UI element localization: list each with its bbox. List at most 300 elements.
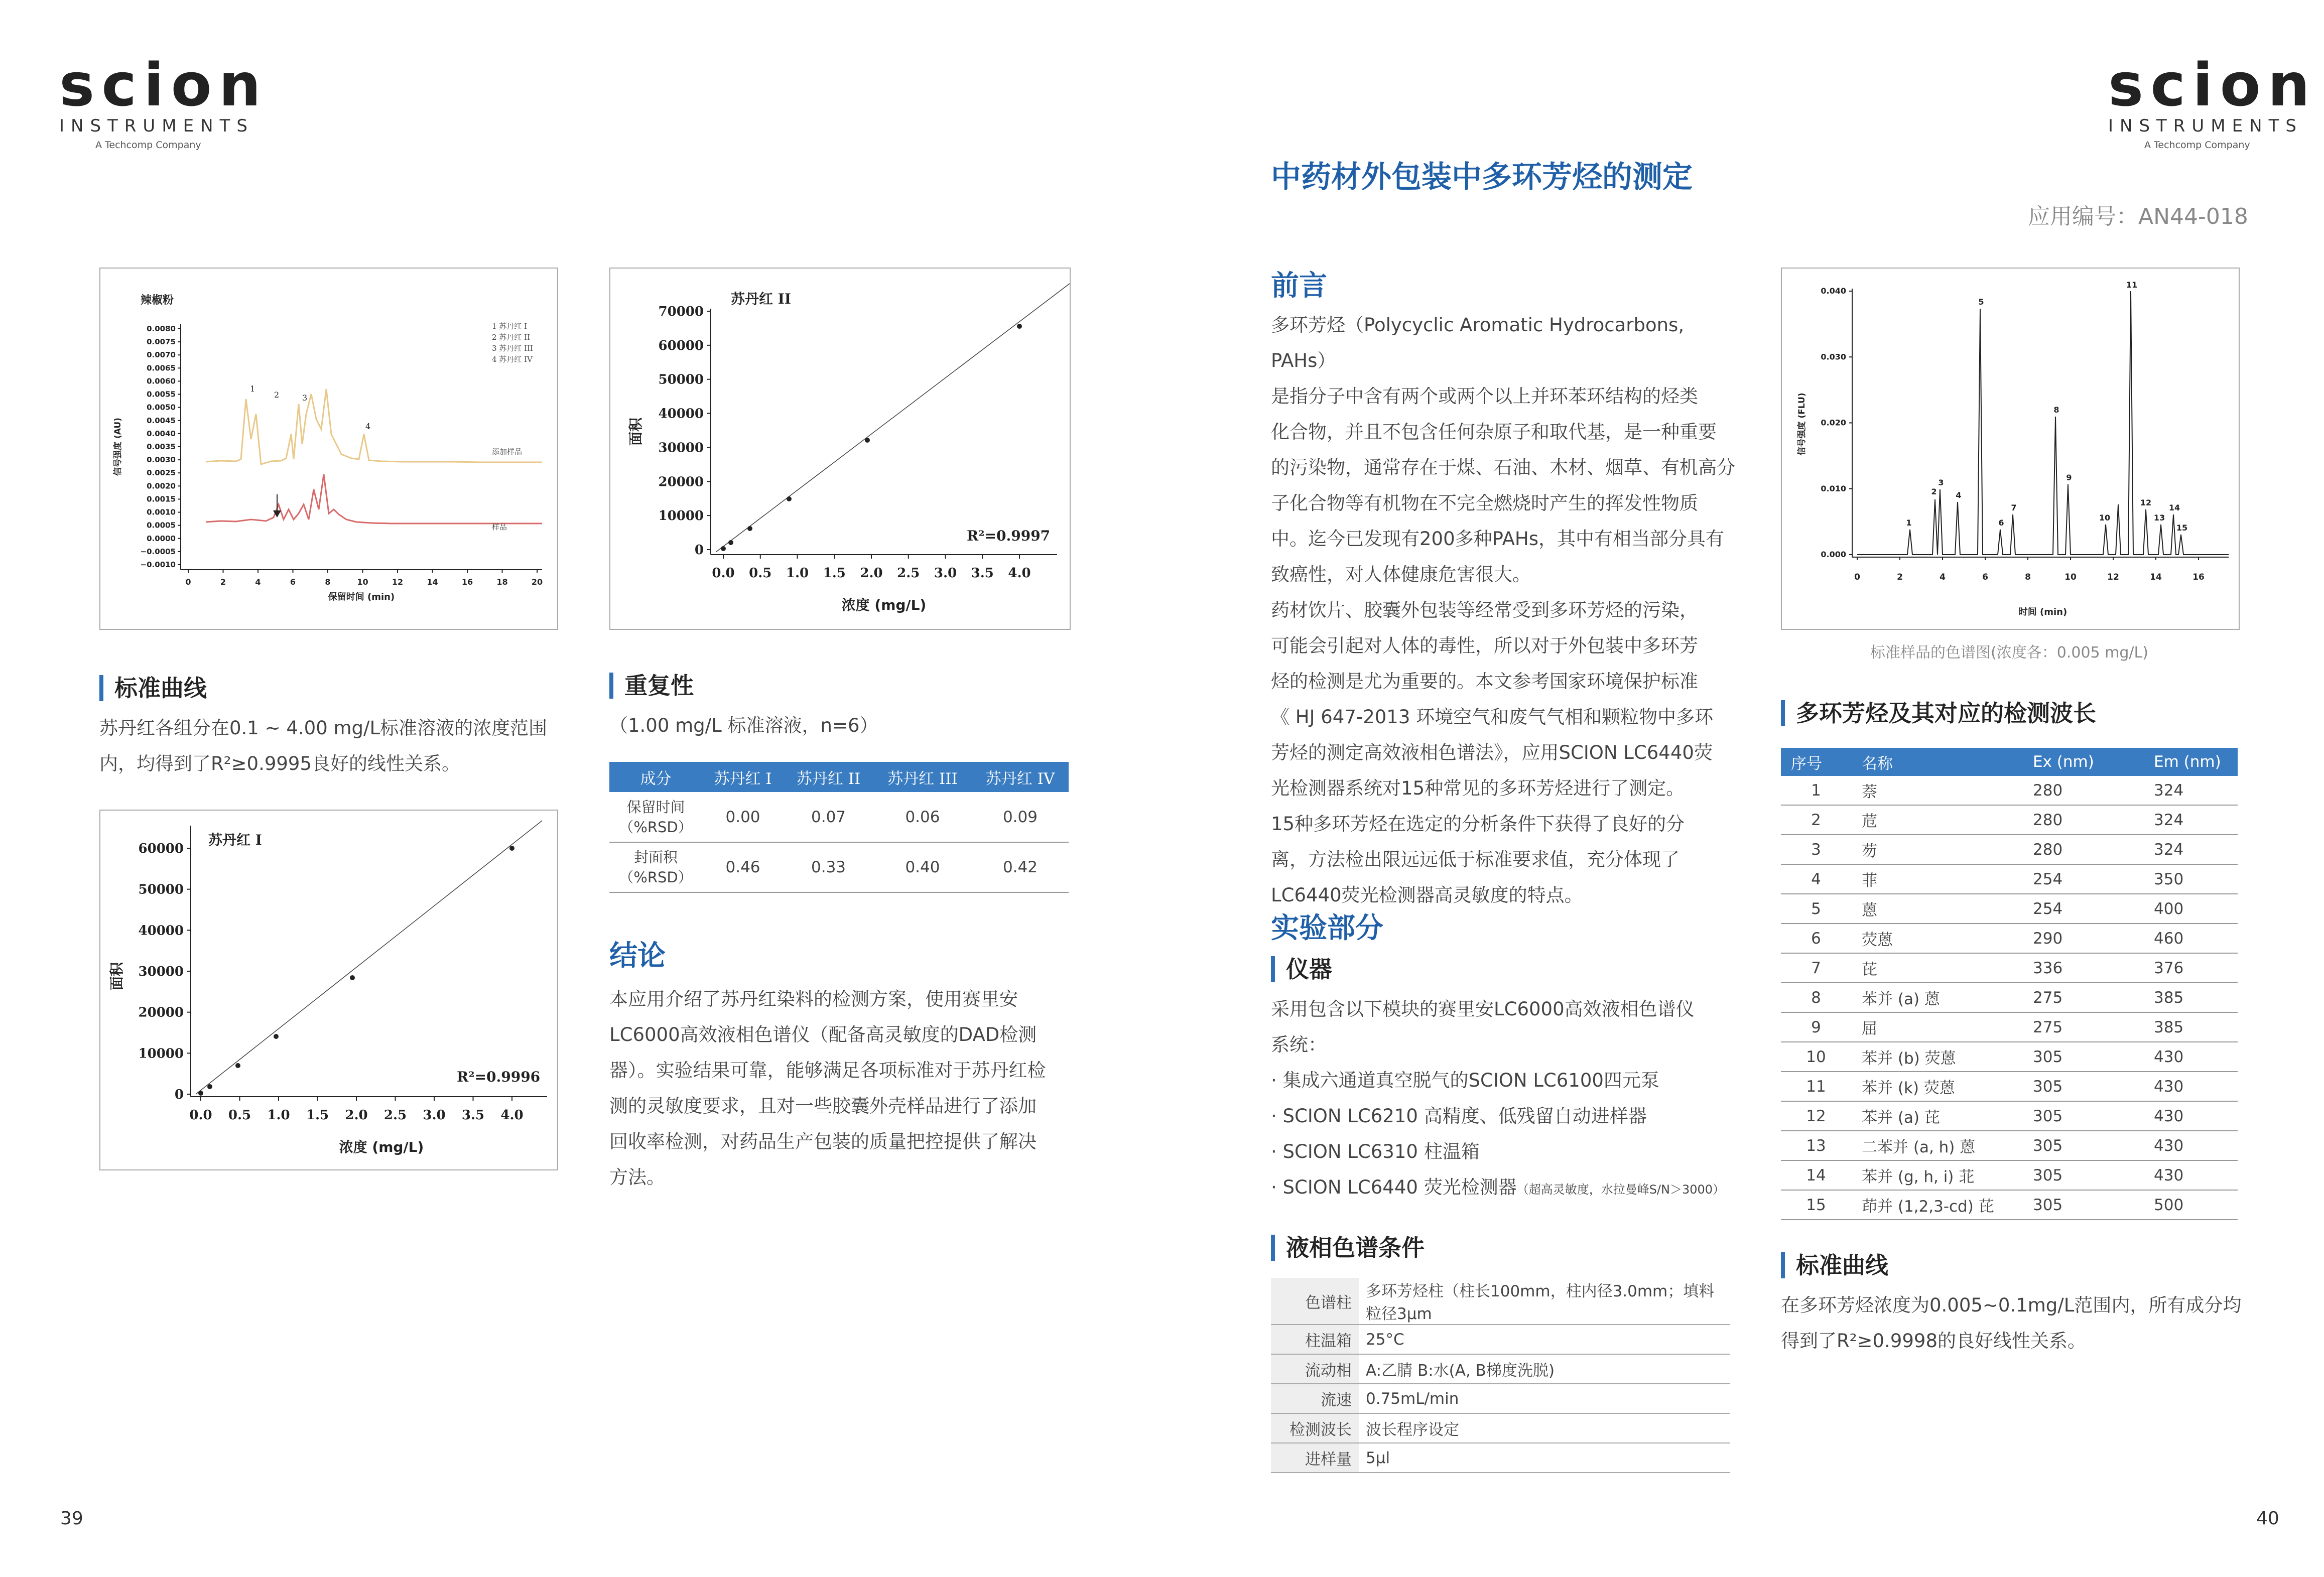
table-cell: 苯并 (k) 荧蒽 <box>1852 1072 2023 1101</box>
logo-instruments: INSTRUMENTS <box>59 116 254 136</box>
tick-label: −0.0010 <box>140 560 176 569</box>
peak-label: 6 <box>1998 518 2004 528</box>
table-cell: 屈 <box>1852 1012 2023 1042</box>
tick-label: 6 <box>1982 572 1988 582</box>
text-line: 致癌性，对人体健康危害很大。 <box>1271 564 1531 585</box>
trace-label-spiked: 添加样品 <box>492 447 523 456</box>
tick-label: 30000 <box>138 964 184 979</box>
tick-label: 0.0030 <box>147 455 176 465</box>
tick-label: 2.0 <box>860 566 883 581</box>
logo-word: scion <box>2108 50 2317 119</box>
logo-tagline: A Techcomp Company <box>95 140 201 151</box>
logo-tagline: A Techcomp Company <box>2144 140 2250 151</box>
table-cell: 305 <box>2023 1101 2144 1131</box>
cell: 0.07 <box>784 792 873 842</box>
table-cell: 430 <box>2144 1131 2238 1160</box>
tick-label: 4.0 <box>1008 566 1031 581</box>
text-line: 中。迄今已发现有200多种PAHs，其中有相当部分具有 <box>1271 528 1724 550</box>
table-cell: 苯并 (a) 芘 <box>1852 1101 2023 1131</box>
tick-label: 50000 <box>658 372 704 387</box>
logo-left <box>59 50 268 151</box>
text-line: 15种多环芳烃在选定的分析条件下获得了良好的分 <box>1271 813 1685 835</box>
y-axis-label: 信号强度 (FLU) <box>1797 392 1807 456</box>
peak-label: 7 <box>2011 503 2017 512</box>
row-label-line: 封面积 <box>633 849 678 866</box>
peak-label: 13 <box>2153 513 2165 522</box>
table-cell: 蒽 <box>1852 894 2023 924</box>
tick-label: 14 <box>2150 572 2162 582</box>
std-curve-heading: 标准曲线 <box>99 675 207 701</box>
intro-heading: 前言 <box>1271 270 1327 302</box>
cell: 0.46 <box>702 842 784 892</box>
col-header: 苏丹红 II <box>784 762 873 792</box>
tick-label: 0.0040 <box>147 429 176 438</box>
table-cell: 6 <box>1781 924 1852 953</box>
tick-label: 0.010 <box>1821 483 1846 493</box>
table-cell: 376 <box>2144 953 2238 983</box>
table-cell: 苯并 (a) 蒽 <box>1852 983 2023 1012</box>
table-cell: 275 <box>2023 983 2144 1012</box>
row-label-line: （%RSD） <box>619 818 693 836</box>
table-cell: 336 <box>2023 953 2144 983</box>
x-axis-label: 浓度 (mg/L) <box>841 597 927 613</box>
table-row <box>609 842 1069 892</box>
tick-label: 0 <box>1854 572 1860 582</box>
table-row <box>1271 1384 1730 1413</box>
tick-label: 16 <box>2192 572 2205 582</box>
table-row <box>1781 924 2238 953</box>
cal-curve-sudan-2-figure <box>609 268 1071 630</box>
pah-chromatogram-figure <box>1781 268 2240 630</box>
text-line: 回收率检测，对药品生产包装的质量把控提供了解决 <box>609 1131 1037 1152</box>
instrument-list-item: · SCION LC6310 柱温箱 <box>1271 1141 1480 1162</box>
logo-word: scion <box>59 50 268 119</box>
text-line: 子化合物等有机物在不完全燃烧时产生的挥发性物质 <box>1271 492 1698 514</box>
peak-label: 4 <box>1956 490 1962 500</box>
list-note: （超高灵敏度，水拉曼峰S/N＞3000） <box>1516 1182 1725 1197</box>
tick-label: 2.5 <box>383 1108 407 1123</box>
table-cell: 5 <box>1781 894 1852 924</box>
table-cell: 萘 <box>1852 776 2023 805</box>
table-row <box>1781 776 2238 805</box>
table-cell: 430 <box>2144 1072 2238 1101</box>
text-line: 的污染物，通常存在于煤、石油、木材、烟草、有机高分 <box>1271 457 1735 478</box>
instrument-list-item: · SCION LC6210 高精度、低残留自动进样器 <box>1271 1105 1647 1127</box>
pah-wavelength-table <box>1781 748 2238 1220</box>
table-cell: 350 <box>2144 864 2238 894</box>
table-cell: 305 <box>2023 1042 2144 1072</box>
tick-label: 1.0 <box>786 566 809 581</box>
condition-value: 0.75mL/min <box>1359 1384 1730 1413</box>
data-point <box>747 526 752 531</box>
y-axis-label: 面积 <box>108 962 125 991</box>
cell: 0.06 <box>873 792 972 842</box>
data-point <box>350 975 355 980</box>
lc-conditions-heading: 液相色谱条件 <box>1271 1235 1425 1261</box>
peak-label: 14 <box>2168 503 2180 512</box>
peak-label: 9 <box>2066 473 2072 482</box>
condition-key: 进样量 <box>1271 1443 1359 1473</box>
table-row <box>1781 983 2238 1012</box>
table-row <box>1781 1101 2238 1131</box>
data-point <box>274 1034 279 1039</box>
tick-label: 0.5 <box>228 1108 251 1123</box>
tick-label: 0.0045 <box>147 416 176 425</box>
row-label <box>609 792 702 842</box>
tick-label: 3.0 <box>423 1108 446 1123</box>
condition-key: 流速 <box>1271 1384 1359 1413</box>
logo-instruments: INSTRUMENTS <box>2108 116 2303 136</box>
row-label-line: （%RSD） <box>619 869 693 886</box>
peak-label: 3 <box>1938 478 1944 487</box>
data-point <box>235 1063 240 1068</box>
peak-label: 1 <box>1906 518 1912 528</box>
table-cell: 385 <box>2144 1012 2238 1042</box>
text-line: LC6440荧光检测器高灵敏度的特点。 <box>1271 884 1583 906</box>
data-point <box>787 496 792 501</box>
table-row <box>1271 1443 1730 1473</box>
tick-label: 14 <box>427 577 438 587</box>
instrument-heading: 仪器 <box>1271 956 1332 982</box>
table-cell: 275 <box>2023 1012 2144 1042</box>
data-point <box>865 438 870 443</box>
cal-title: 苏丹红 I <box>208 832 262 848</box>
table-row <box>1781 1131 2238 1160</box>
table-cell: 苯并 (b) 荧蒽 <box>1852 1042 2023 1072</box>
text-line: 是指分子中含有两个或两个以上并环苯环结构的烃类 <box>1271 385 1698 407</box>
cal-curve-sudan-2 <box>610 269 1070 629</box>
table-cell: 14 <box>1781 1160 1852 1190</box>
intro-text <box>1271 307 1738 913</box>
tick-label: 2.5 <box>897 566 920 581</box>
tick-label: 1.0 <box>267 1108 290 1123</box>
table-cell: 9 <box>1781 1012 1852 1042</box>
text-line: 内，均得到了R²≥0.9995良好的线性关系。 <box>99 753 461 774</box>
cell: 0.00 <box>702 792 784 842</box>
table-row <box>1781 1042 2238 1072</box>
std-curve-text <box>99 710 561 781</box>
peak-label: 5 <box>1978 297 1984 307</box>
page-number-left: 39 <box>60 1508 83 1529</box>
table-cell: 430 <box>2144 1042 2238 1072</box>
table-cell: 290 <box>2023 924 2144 953</box>
table-row <box>1271 1278 1730 1325</box>
cell: 0.33 <box>784 842 873 892</box>
table-cell: 280 <box>2023 805 2144 835</box>
tick-label: 0.000 <box>1821 550 1846 559</box>
table-row <box>1781 805 2238 835</box>
tick-label: 8 <box>325 577 331 587</box>
text-line: 芳烃的测定高效液相色谱法》，应用SCION LC6440荧 <box>1271 742 1713 763</box>
col-header: 苏丹红 III <box>873 762 972 792</box>
list-text: · SCION LC6440 荧光检测器 <box>1271 1176 1517 1198</box>
tick-label: 0.0075 <box>147 337 176 347</box>
cell: 0.40 <box>873 842 972 892</box>
tick-label: 0.0080 <box>147 324 176 333</box>
table-cell: 324 <box>2144 776 2238 805</box>
table-row <box>1271 1413 1730 1443</box>
text-line: 方法。 <box>609 1166 665 1188</box>
tick-label: 0.5 <box>749 566 772 581</box>
legend-item: 3 苏丹红 III <box>492 344 533 353</box>
cal-curve-sudan-1 <box>100 811 557 1169</box>
table-cell: 305 <box>2023 1131 2144 1160</box>
tick-label: 0 <box>694 543 704 558</box>
table-cell: 苊 <box>1852 805 2023 835</box>
table-cell: 7 <box>1781 953 1852 983</box>
tick-label: 0.0 <box>189 1108 212 1123</box>
tick-label: 3.5 <box>461 1108 485 1123</box>
r-squared: R²=0.9996 <box>457 1069 541 1085</box>
table-cell: 芘 <box>1852 953 2023 983</box>
text-line: 药材饮片、胶囊外包装等经常受到多环芳烃的污染， <box>1271 599 1698 621</box>
row-label-line: 保留时间 <box>626 798 685 816</box>
table-row <box>1781 894 2238 924</box>
instrument-text <box>1271 991 1738 1208</box>
table-row <box>1781 1160 2238 1190</box>
std-curve-text-right <box>1781 1287 2248 1359</box>
table-cell: 茚并 (1,2,3-cd) 芘 <box>1852 1190 2023 1220</box>
data-point <box>509 846 514 851</box>
condition-value: A:乙腈 B:水(A, B梯度洗脱) <box>1359 1354 1730 1384</box>
table-cell: 324 <box>2144 835 2238 864</box>
table-row <box>1271 1354 1730 1384</box>
tick-label: −0.0005 <box>140 547 176 556</box>
table-row <box>1781 1190 2238 1220</box>
peak-label: 11 <box>2126 280 2138 290</box>
tick-label: 0.0005 <box>147 520 176 530</box>
text-line: 测的灵敏度要求，且对一些胶囊外壳样品进行了添加 <box>609 1095 1037 1117</box>
x-axis-label: 时间 (min) <box>2018 607 2068 617</box>
tick-label: 12 <box>392 577 404 587</box>
text-line: 可能会引起对人体的毒性，所以对于外包装中多环芳 <box>1271 635 1698 656</box>
table-cell: 3 <box>1781 835 1852 864</box>
peak-label: 2 <box>1931 487 1937 496</box>
table-row <box>1781 1072 2238 1101</box>
tick-label: 0.0070 <box>147 350 176 360</box>
pah-table-heading: 多环芳烃及其对应的检测波长 <box>1781 700 2096 726</box>
table-cell: 280 <box>2023 835 2144 864</box>
text-line: 得到了R²≥0.9998的良好线性关系。 <box>1781 1330 2087 1352</box>
y-axis-label: 信号强度 (AU) <box>113 418 123 476</box>
peak-label: 12 <box>2140 498 2152 507</box>
tick-label: 30000 <box>658 440 704 456</box>
tick-label: 0 <box>174 1087 184 1102</box>
text-line: 采用包含以下模块的赛里安LC6000高效液相色谱仪 <box>1271 998 1695 1020</box>
tick-label: 10 <box>357 577 368 587</box>
table-row <box>1781 835 2238 864</box>
table-cell: 10 <box>1781 1042 1852 1072</box>
pah-trace <box>1857 291 2229 555</box>
tick-label: 0.0010 <box>147 507 176 517</box>
chromatogram-title: 辣椒粉 <box>141 294 174 307</box>
tick-label: 2 <box>220 577 226 587</box>
repeatability-heading: 重复性 <box>609 673 694 699</box>
text-line: 离，方法检出限远远低于标准要求值，充分体现了 <box>1271 849 1680 870</box>
col-header: 苏丹红 I <box>702 762 784 792</box>
tick-label: 20 <box>531 577 543 587</box>
tick-label: 16 <box>461 577 473 587</box>
col-header: 名称 <box>1852 748 2023 776</box>
table-cell: 菲 <box>1852 864 2023 894</box>
tick-label: 0.020 <box>1821 418 1846 428</box>
tick-label: 8 <box>2025 572 2031 582</box>
condition-value: 多环芳烃柱（柱长100mm，柱内径3.0mm；填料粒径3μm <box>1359 1278 1730 1325</box>
text-line: LC6000高效液相色谱仪（配备高灵敏度的DAD检测 <box>609 1024 1037 1045</box>
tick-label: 70000 <box>658 304 704 319</box>
x-axis-label: 浓度 (mg/L) <box>339 1139 424 1155</box>
peak-label-2: 2 <box>274 390 280 400</box>
instrument-list-item <box>1271 1169 1738 1208</box>
page-number-right: 40 <box>2256 1508 2279 1529</box>
table-row <box>1781 1012 2238 1042</box>
table-cell: 2 <box>1781 805 1852 835</box>
table-cell: 430 <box>2144 1160 2238 1190</box>
text-line: 本应用介绍了苏丹红染料的检测方案，使用赛里安 <box>609 988 1018 1010</box>
table-cell: 苯并 (g, h, i) 苝 <box>1852 1160 2023 1190</box>
app-number: 应用编号：AN44-018 <box>2028 204 2248 229</box>
tick-label: 0 <box>185 577 191 587</box>
table-cell: 1 <box>1781 776 1852 805</box>
y-axis-label: 面积 <box>627 417 644 446</box>
table-cell: 305 <box>2023 1160 2144 1190</box>
cal-curve-sudan-1-figure <box>99 810 558 1170</box>
cal-title: 苏丹红 II <box>731 291 791 307</box>
peak-label-1: 1 <box>250 384 255 393</box>
tick-label: 20000 <box>658 474 704 490</box>
data-point <box>207 1084 212 1089</box>
table-cell: 13 <box>1781 1131 1852 1160</box>
legend-item: 1 苏丹红 I <box>492 322 528 331</box>
tick-label: 0.0 <box>712 566 735 581</box>
tick-label: 2.0 <box>345 1108 368 1123</box>
pah-chromatogram <box>1782 269 2239 629</box>
condition-value: 25°C <box>1359 1325 1730 1354</box>
legend-item: 2 苏丹红 II <box>492 333 530 342</box>
table-cell: 305 <box>2023 1072 2144 1101</box>
tick-label: 0.0015 <box>147 494 176 504</box>
table-cell: 二苯并 (a, h) 蒽 <box>1852 1131 2023 1160</box>
tick-label: 0.0055 <box>147 389 176 399</box>
x-axis-label: 保留时间 (min) <box>328 592 395 602</box>
peak-label: 8 <box>2053 405 2059 415</box>
tick-label: 60000 <box>138 841 184 856</box>
table-cell: 12 <box>1781 1101 1852 1131</box>
lc-conditions-table <box>1271 1278 1730 1473</box>
repeatability-table <box>609 762 1069 893</box>
sudan-chromatogram-figure <box>99 268 558 630</box>
tick-label: 18 <box>496 577 508 587</box>
main-title: 中药材外包装中多环芳烃的测定 <box>1271 160 1693 195</box>
instrument-list-item: · 集成六通道真空脱气的SCION LC6100四元泵 <box>1271 1070 1659 1091</box>
condition-value: 5μl <box>1359 1443 1730 1473</box>
table-cell: 4 <box>1781 864 1852 894</box>
data-point <box>728 540 733 545</box>
table-row <box>1781 864 2238 894</box>
chromatogram-caption: 标准样品的色谱图(浓度各：0.005 mg/L) <box>1870 644 2148 662</box>
tick-label: 0.0020 <box>147 481 176 491</box>
repeatability-subtitle: （1.00 mg/L 标准溶液，n=6） <box>609 715 878 736</box>
trace-sample <box>206 474 542 523</box>
table-cell: 500 <box>2144 1190 2238 1220</box>
table-row <box>1781 953 2238 983</box>
col-header: Em (nm) <box>2144 748 2238 776</box>
col-header: 序号 <box>1781 748 1852 776</box>
tick-label: 0.0000 <box>147 534 176 543</box>
r-squared: R²=0.9997 <box>967 528 1051 544</box>
std-curve-heading-right: 标准曲线 <box>1781 1252 1888 1278</box>
table-cell: 芴 <box>1852 835 2023 864</box>
tick-label: 4 <box>1940 572 1946 582</box>
table-cell: 460 <box>2144 924 2238 953</box>
text-line: 烃的检测是尤为重要的。本文参考国家环境保护标准 <box>1271 671 1698 692</box>
legend-item: 4 苏丹红 IV <box>492 355 533 364</box>
table-cell: 430 <box>2144 1101 2238 1131</box>
data-point <box>198 1091 203 1096</box>
experimental-heading: 实验部分 <box>1271 912 1383 945</box>
peak-label-4: 4 <box>365 422 371 431</box>
logo-right <box>2108 50 2317 151</box>
tick-label: 1.5 <box>823 566 846 581</box>
tick-label: 0.0050 <box>147 403 176 412</box>
tick-label: 3.0 <box>934 566 957 581</box>
table-cell: 305 <box>2023 1190 2144 1220</box>
peak-label: 10 <box>2099 513 2111 522</box>
tick-label: 1.5 <box>306 1108 329 1123</box>
peak-label: 15 <box>2176 523 2188 533</box>
condition-key: 流动相 <box>1271 1354 1359 1384</box>
col-header: Ex (nm) <box>2023 748 2144 776</box>
text-line: 多环芳烃（Polycyclic Aromatic Hydrocarbons, PAHs） <box>1271 314 1685 371</box>
tick-label: 20000 <box>138 1005 184 1020</box>
tick-label: 10000 <box>658 508 704 524</box>
tick-label: 10000 <box>138 1046 184 1062</box>
col-header: 苏丹红 IV <box>972 762 1069 792</box>
tick-label: 0.040 <box>1821 286 1846 296</box>
tick-label: 12 <box>2107 572 2119 582</box>
table-cell: 15 <box>1781 1190 1852 1220</box>
text-line: 系统： <box>1271 1034 1327 1056</box>
tick-label: 0.0025 <box>147 468 176 478</box>
data-point <box>721 546 726 551</box>
table-cell: 8 <box>1781 983 1852 1012</box>
table-cell: 400 <box>2144 894 2238 924</box>
text-line: 在多环芳烃浓度为0.005~0.1mg/L范围内，所有成分均 <box>1781 1294 2242 1316</box>
condition-key: 检测波长 <box>1271 1413 1359 1443</box>
data-point <box>1017 324 1022 329</box>
cell: 0.42 <box>972 842 1069 892</box>
tick-label: 0.0035 <box>147 442 176 451</box>
conclusion-heading: 结论 <box>609 940 666 972</box>
tick-label: 0.0065 <box>147 363 176 373</box>
table-cell: 11 <box>1781 1072 1852 1101</box>
table-cell: 324 <box>2144 805 2238 835</box>
text-line: 化合物，并且不包含任何杂原子和取代基，是一种重要 <box>1271 421 1717 443</box>
tick-label: 4 <box>255 577 261 587</box>
table-cell: 385 <box>2144 983 2238 1012</box>
tick-label: 40000 <box>138 923 184 939</box>
tick-label: 0.0060 <box>147 376 176 386</box>
text-line: 苏丹红各组分在0.1 ~ 4.00 mg/L标准溶液的浓度范围 <box>99 717 548 739</box>
text-line: 光检测器系统对15种常见的多环芳烃进行了测定。 <box>1271 777 1685 799</box>
table-row <box>609 792 1069 842</box>
col-header: 成分 <box>609 762 702 792</box>
tick-label: 50000 <box>138 882 184 897</box>
tick-label: 4.0 <box>500 1108 524 1123</box>
table-cell: 荧蒽 <box>1852 924 2023 953</box>
tick-label: 3.5 <box>971 566 994 581</box>
table-cell: 254 <box>2023 894 2144 924</box>
